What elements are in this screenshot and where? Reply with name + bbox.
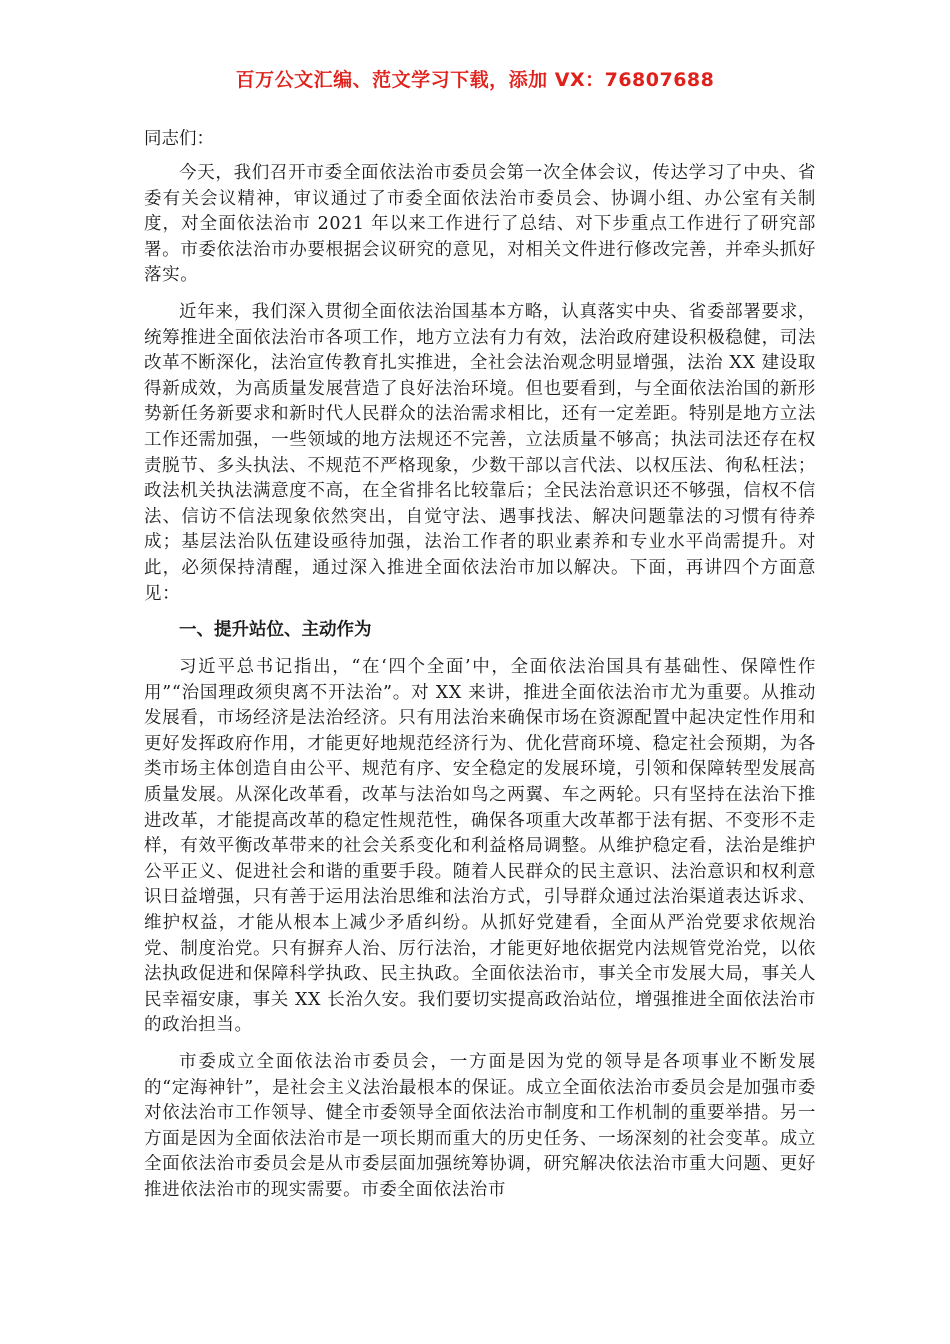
paragraph-intro: 今天，我们召开市委全面依法治市委员会第一次全体会议，传达学习了中央、省委有关会议精神，审议通过了市委全面依法治市委员会、协调小组、办公室有关制度，对全面依法治市 2021 年以来工作进行了总结、对下步重点工作进行了研究部署。市委依法治市办要根据会议研究的意见，对相关文件进行修改完善，并牵头抓好落实。 xyxy=(144,163,816,286)
salutation: 同志们： xyxy=(144,129,214,149)
paragraph-situation: 近年来，我们深入贯彻全面依法治国基本方略，认真落实中央、省委部署要求，统筹推进全面依法治市各项工作，地方立法有力有效，法治政府建设积极稳健，司法改革不断深化，法治宣传教育扎实推进，全社会法治观念明显增强，法治 XX 建设取得新成效，为高质量发展营造了良好法治环境。但也要看到，与全面依法治国的新形势新任务新要求和新时代人民群众的法治需求相比，还有一定差距。特别是地方立法工作还需加强，一些领域的地方法规还不完善，立法质量不够高；执法司法还存在权责脱节、多头执法、不规范不严格现象，少数干部以言代法、以权压法、徇私枉法；政法机关执法满意度不高，在全省排名比较靠后；全民法治意识还不够强，信权不信法、信访不信法现象依然突出，自觉守法、遇事找法、解决问题靠法的习惯有待养成；基层法治队伍建设亟待加强，法治工作者的职业素养和专业水平尚需提升。对此，必须保持清醒，通过深入推进全面依法治市加以解决。下面，再讲四个方面意见： xyxy=(144,301,816,604)
promo-banner: 百万公文汇编、范文学习下载，添加 VX：76807688 xyxy=(235,69,715,91)
document-body xyxy=(144,122,816,1215)
paragraph-section1-b: 市委成立全面依法治市委员会，一方面是因为党的领导是各项事业不断发展的“定海神针”，是社会主义法治最根本的保证。成立全面依法治市委员会是加强市委对依法治市工作领导、健全市委领导全面依法治市制度和工作机制的重要举措。另一方面是因为全面依法治市是一项长期而重大的历史任务、一场深刻的社会变革。成立全面依法治市委员会是从市委层面加强统筹协调，研究解决依法治市重大问题、更好推进依法治市的现实需要。市委全面依法治市 xyxy=(144,1052,816,1200)
section-heading-1: 一、提升站位、主动作为 xyxy=(179,620,372,641)
paragraph-section1-a: 习近平总书记指出，“在‘四个全面’中，全面依法治国具有基础性、保障性作用”“治国理政须臾离不开法治”。对 XX 来讲，推进全面依法治市尤为重要。从推动发展看，市场经济是法治经济。只有用法治来确保市场在资源配置中起决定性作用和更好发挥政府作用，才能更好地规范经济行为、优化营商环境、稳定社会预期，为各类市场主体创造自由公平、规范有序、安全稳定的发展环境，引领和保障转型发展高质量发展。从深化改革看，改革与法治如鸟之两翼、车之两轮。只有坚持在法治下推进改革，才能提高改革的稳定性规范性，确保各项重大改革都于法有据、不变形不走样，有效平衡改革带来的社会关系变化和利益格局调整。从维护稳定看，法治是维护公平正义、促进社会和谐的重要手段。随着人民群众的民主意识、法治意识和权利意识日益增强，只有善于运用法治思维和法治方式，引导群众通过法治渠道表达诉求、维护权益，才能从根本上减少矛盾纠纷。从抓好党建看，全面从严治党要求依规治党、制度治党。只有摒弃人治、厉行法治，才能更好地依据党内法规管党治党，以依法执政促进和保障科学执政、民主执政。全面依法治市，事关全市发展大局，事关人民幸福安康，事关 XX 长治久安。我们要切实提高政治站位，增强推进全面依法治市的政治担当。 xyxy=(144,657,816,1036)
